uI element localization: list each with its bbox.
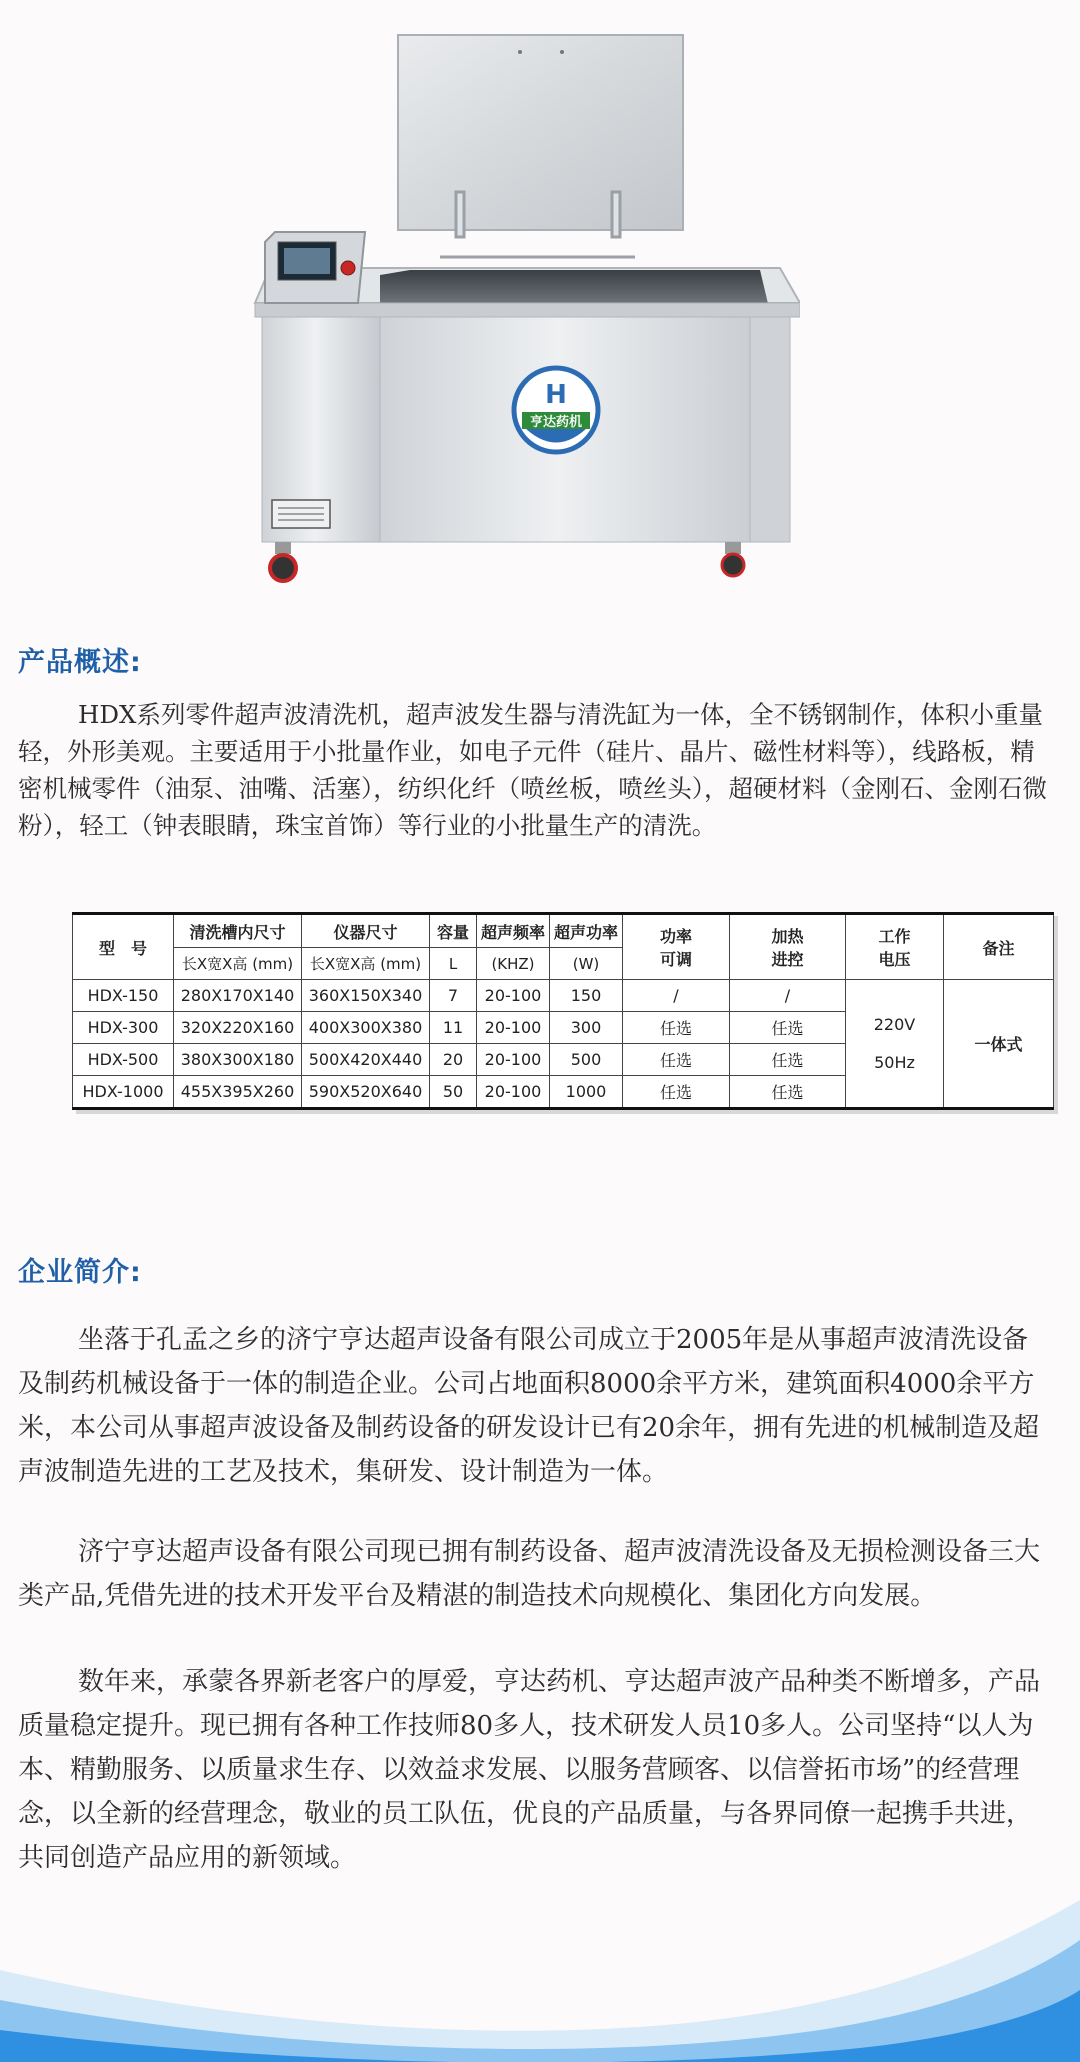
cell-power: 300 <box>550 1012 623 1044</box>
cell-capacity: 50 <box>430 1076 477 1109</box>
decorative-wave <box>0 1880 1080 2062</box>
lid <box>398 35 683 230</box>
cell-instrument: 500X420X440 <box>302 1044 430 1076</box>
cell-tank: 280X170X140 <box>174 980 302 1012</box>
company-paragraph-3: 数年来，承蒙各界新老客户的厚爱，亨达药机、亨达超声波产品种类不断增多，产品质量稳定提升。现已拥有各种工作技师80多人，技术研发人员10多人。公司坚持“以人为本、精勤服务、以质量求生存、以效益求发展、以服务营顾客、以信誉拓市场”的经营理念，以全新的经营理念，敬业的员工队伍，优良的产品质量，与各界同僚一起携手共进，共同创造产品应用的新领域。 <box>18 1667 1041 1873</box>
cell-remarks: 一体式 <box>944 980 1054 1109</box>
header-power: 超声功率 <box>550 914 623 948</box>
header-remarks: 备注 <box>944 914 1054 980</box>
cell-heating: / <box>730 980 846 1012</box>
cell-frequency: 20-100 <box>477 1012 550 1044</box>
cell-model: HDX-300 <box>73 1012 174 1044</box>
company-title: 企业简介: <box>18 1257 142 1288</box>
table-row <box>73 980 1054 1012</box>
header-instrument-size-unit: 长X宽X高 (mm) <box>302 948 430 980</box>
header-heating: 加热 进控 <box>730 914 846 980</box>
logo-text: 亨达药机 <box>529 415 583 430</box>
cell-instrument: 360X150X340 <box>302 980 430 1012</box>
cell-voltage: 220V 50Hz <box>846 980 944 1109</box>
cell-power-adjust: 任选 <box>623 1012 730 1044</box>
header-capacity-unit: L <box>430 948 477 980</box>
cell-model: HDX-1000 <box>73 1076 174 1109</box>
cell-model: HDX-500 <box>73 1044 174 1076</box>
cell-heating: 任选 <box>730 1076 846 1109</box>
cell-capacity: 7 <box>430 980 477 1012</box>
cell-model: HDX-150 <box>73 980 174 1012</box>
cell-instrument: 590X520X640 <box>302 1076 430 1109</box>
spec-table <box>72 912 1054 1110</box>
cell-power-adjust: / <box>623 980 730 1012</box>
cell-power: 500 <box>550 1044 623 1076</box>
cell-tank: 455X395X260 <box>174 1076 302 1109</box>
cell-power-adjust: 任选 <box>623 1044 730 1076</box>
cell-power: 150 <box>550 980 623 1012</box>
company-paragraph-1: 坐落于孔孟之乡的济宁亨达超声设备有限公司成立于2005年是从事超声波清洗设备及制药机械设备于一体的制造企业。公司占地面积8000余平方米，建筑面积4000余平方米，本公司从事超声波设备及制药设备的研发设计已有20余年，拥有先进的机械制造及超声波制造先进的工艺及技术，集研发、设计制造为一体。 <box>18 1325 1040 1487</box>
product-image <box>240 20 800 590</box>
cell-capacity: 11 <box>430 1012 477 1044</box>
cell-tank: 320X220X160 <box>174 1012 302 1044</box>
cell-heating: 任选 <box>730 1044 846 1076</box>
company-paragraph-2: 济宁亨达超声设备有限公司现已拥有制药设备、超声波清洗设备及无损检测设备三大类产品,凭借先进的技术开发平台及精湛的制造技术向规模化、集团化方向发展。 <box>18 1537 1041 1611</box>
cell-instrument: 400X300X380 <box>302 1012 430 1044</box>
header-tank-size: 清洗槽内尺寸 <box>174 914 302 948</box>
cell-power-adjust: 任选 <box>623 1076 730 1109</box>
logo-letter: H <box>545 380 567 410</box>
overview-text <box>18 696 1058 844</box>
overview-title: 产品概述: <box>18 647 142 678</box>
header-frequency: 超声频率 <box>477 914 550 948</box>
cell-frequency: 20-100 <box>477 980 550 1012</box>
cell-tank: 380X300X180 <box>174 1044 302 1076</box>
casters <box>270 542 744 581</box>
header-instrument-size: 仪器尺寸 <box>302 914 430 948</box>
header-power-adjust: 功率 可调 <box>623 914 730 980</box>
header-power-unit: (W) <box>550 948 623 980</box>
header-model: 型 号 <box>73 914 174 980</box>
cell-capacity: 20 <box>430 1044 477 1076</box>
header-capacity: 容量 <box>430 914 477 948</box>
header-tank-size-unit: 长X宽X高 (mm) <box>174 948 302 980</box>
header-frequency-unit: (KHZ) <box>477 948 550 980</box>
overview-body: HDX系列零件超声波清洗机，超声波发生器与清洗缸为一体，全不锈钢制作，体积小重量轻，外形美观。主要适用于小批量作业，如电子元件（硅片、晶片、磁性材料等），线路板，精密机械零件（油泵、油嘴、活塞），纺织化纤（喷丝板，喷丝头），超硬材料（金刚石、金刚石微粉），轻工（钟表眼睛，珠宝首饰）等行业的小批量生产的清洗。 <box>18 700 1047 840</box>
brand-logo <box>514 368 598 452</box>
cell-power: 1000 <box>550 1076 623 1109</box>
control-panel <box>265 232 365 303</box>
cell-frequency: 20-100 <box>477 1076 550 1109</box>
cell-frequency: 20-100 <box>477 1044 550 1076</box>
cell-heating: 任选 <box>730 1012 846 1044</box>
header-voltage: 工作 电压 <box>846 914 944 980</box>
